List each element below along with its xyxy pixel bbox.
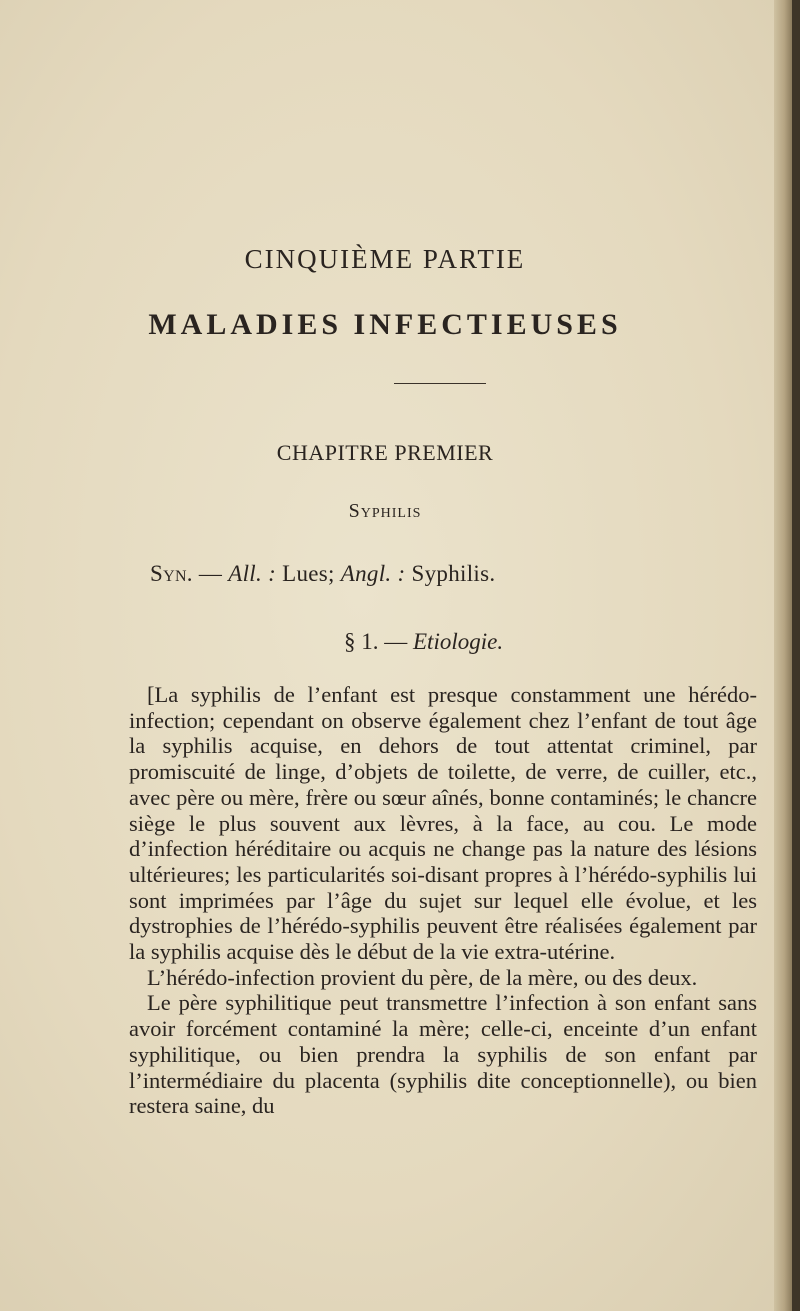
synonym-german-value: Lues; — [276, 561, 341, 586]
paragraph-title: Etiologie. — [413, 629, 504, 654]
chapter-heading: CHAPITRE PREMIER — [276, 440, 494, 465]
synonym-german-label: All. : — [228, 561, 277, 586]
body-text — [129, 682, 757, 1119]
paragraph-heading — [344, 629, 503, 655]
part-title: CINQUIÈME PARTIE — [244, 244, 526, 274]
body-paragraph: Le père syphilitique peut transmettre l’infection à son enfant sans avoir forcément contaminé la mère; celle-ci, enceinte d’un enfant syphilitique, ou bien prendra la syphilis de son enfant par l’intermédiaire du placenta (syphilis dite conceptionnelle), ou bien restera saine, du — [129, 990, 757, 1119]
body-paragraph: L’hérédo-infection provient du père, de la mère, ou des deux. — [147, 964, 698, 990]
section-title: Syphilis — [348, 500, 422, 522]
synonyms-dash: — — [192, 561, 229, 586]
binding-shadow — [792, 0, 800, 1311]
synonyms-line — [150, 561, 495, 587]
main-title: MALADIES INFECTIEUSES — [148, 308, 622, 341]
title-divider — [394, 383, 486, 384]
paragraph-number: § 1. — — [344, 629, 413, 654]
synonyms-prefix: Syn. — [150, 561, 193, 586]
synonym-english-value: Syphilis. — [405, 561, 496, 586]
body-paragraph: [La syphilis de l’enfant est presque constamment une hérédo-infection; cependant on observe également chez l’enfant de tout âge la syphilis acquise, en dehors de tout attentat criminel, par promiscuité de linge, d’objets de toilette, de verre, de cuiller, etc., avec père ou mère, frère ou sœur aînés, bonne contaminés; le chancre siège le plus souvent aux lèvres, à la face, au cou. Le mode d’infection héréditaire ou acquis ne change pas la nature des lésions ultérieures; les particularités soi-disant propres à l’hérédo-syphilis lui sont imprimées par l’âge du sujet sur lequel elle évolue, et les dystrophies de l’hérédo-syphilis peuvent être réalisées également par la syphilis acquise dès le début de la vie extra-utérine. — [129, 682, 757, 965]
synonym-english-label: Angl. : — [340, 561, 406, 586]
